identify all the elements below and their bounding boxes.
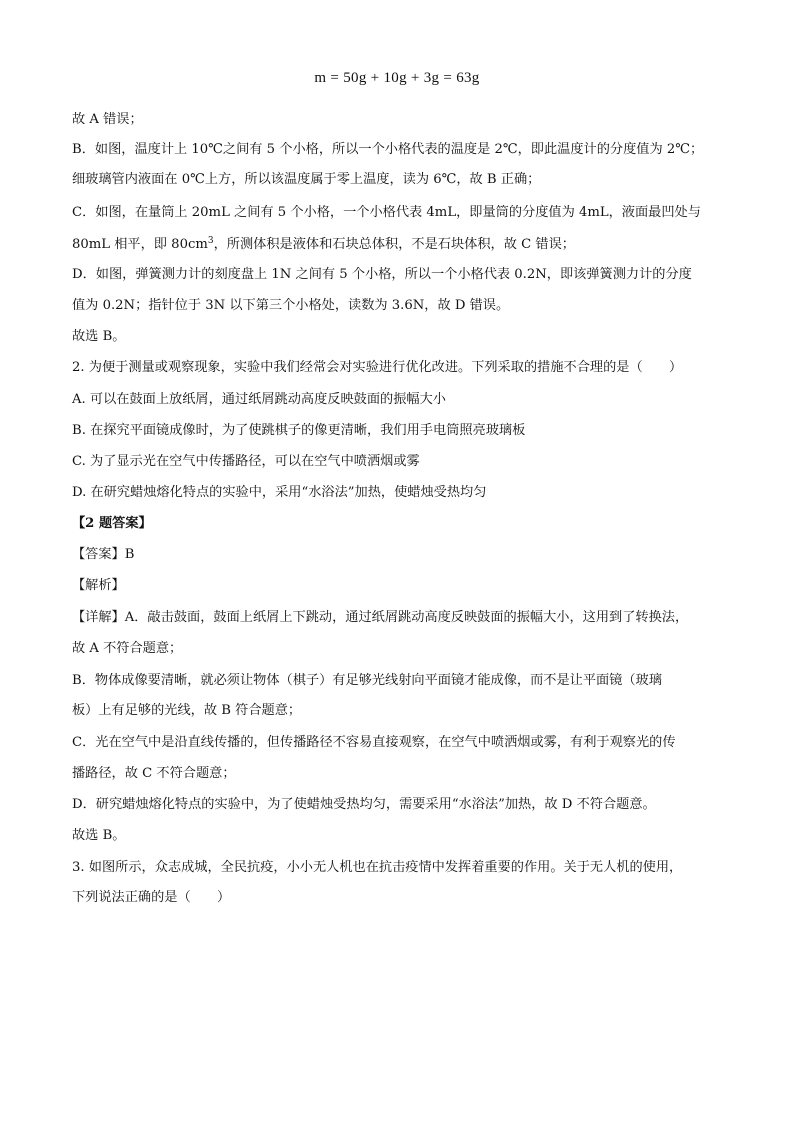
text-line: D．研究蜡烛熔化特点的实验中，为了使蜡烛受热均匀，需要采用“水浴法”加热，故 D 不符合题意。 <box>72 797 656 812</box>
section-heading: 【2 题答案】 <box>72 516 152 531</box>
text-line: C．如图，在量筒上 20mL 之间有 5 个小格，一个小格代表 4mL，即量筒的分度值为 4mL，液面最凹处与 <box>72 205 701 220</box>
text-line: B．物体成像要清晰，就必须让物体（棋子）有足够光线射向平面镜才能成像，而不是让平面镜（玻璃 <box>72 673 662 688</box>
option-d: D. 在研究蜡烛熔化特点的实验中，采用“水浴法”加热，使蜡烛受热均匀 <box>72 485 487 500</box>
analysis-heading: 【解析】 <box>72 578 125 593</box>
text-line: 故选 B。 <box>72 828 126 843</box>
superscript: 3 <box>207 236 214 246</box>
text-line: C．光在空气中是沿直线传播的，但传播路径不容易直接观察，在空气中喷洒烟或雾，有利于观察光的传 <box>72 735 676 750</box>
text-line-tail: ，所测体积是液体和石块总体积，不是石块体积，故 C 错误； <box>213 237 575 252</box>
text-line-head: 80mL 相平，即 80cm <box>72 237 208 252</box>
option-b: B. 在探究平面镜成像时，为了使跳棋子的像更清晰，我们用手电筒照亮玻璃板 <box>72 423 526 438</box>
option-a: A. 可以在鼓面上放纸屑，通过纸屑跳动高度反映鼓面的振幅大小 <box>72 392 446 407</box>
text-line: 板）上有足够的光线，故 B 符合题意； <box>72 703 302 718</box>
text-line: 播路径，故 C 不符合题意； <box>72 766 236 781</box>
text-line: 细玻璃管内液面在 0℃上方，所以该温度属于零上温度，读为 6℃，故 B 正确； <box>72 172 541 187</box>
mass-formula: m = 50g + 10g + 3g = 63g <box>314 70 480 86</box>
text-line: 【详解】A．敲击鼓面，鼓面上纸屑上下跳动，通过纸屑跳动高度反映鼓面的振幅大小，这用到了转换法， <box>72 610 689 625</box>
text-line: 下列说法正确的是（ ） <box>72 890 231 905</box>
text-line: 故选 B。 <box>72 329 126 344</box>
text-line: B．如图，温度计上 10℃之间有 5 个小格，所以一个小格代表的温度是 2℃，即此温度计的分度值为 2℃； <box>72 142 704 157</box>
text-line <box>72 235 575 255</box>
text-line: 故 A 错误； <box>72 112 143 127</box>
text-line: 故 A 不符合题意； <box>72 641 183 656</box>
text-line: 值为 0.2N；指针位于 3N 以下第三个小格处，读数为 3.6N，故 D 错误。 <box>72 298 510 313</box>
question-stem: 3. 如图所示，众志成城，全民抗疫，小小无人机也在抗击疫情中发挥着重要的作用。关于无人机的使用， <box>72 860 683 875</box>
option-c: C. 为了显示光在空气中传播路径，可以在空气中喷洒烟或雾 <box>72 454 420 469</box>
question-stem: 2. 为便于测量或观察现象，实验中我们经常会对实验进行优化改进。下列采取的措施不合理的是（ ） <box>72 360 683 375</box>
answer-line: 【答案】B <box>72 547 135 562</box>
text-line: D．如图，弹簧测力计的刻度盘上 1N 之间有 5 个小格，所以一个小格代表 0.2N，即该弹簧测力计的分度 <box>72 267 692 282</box>
